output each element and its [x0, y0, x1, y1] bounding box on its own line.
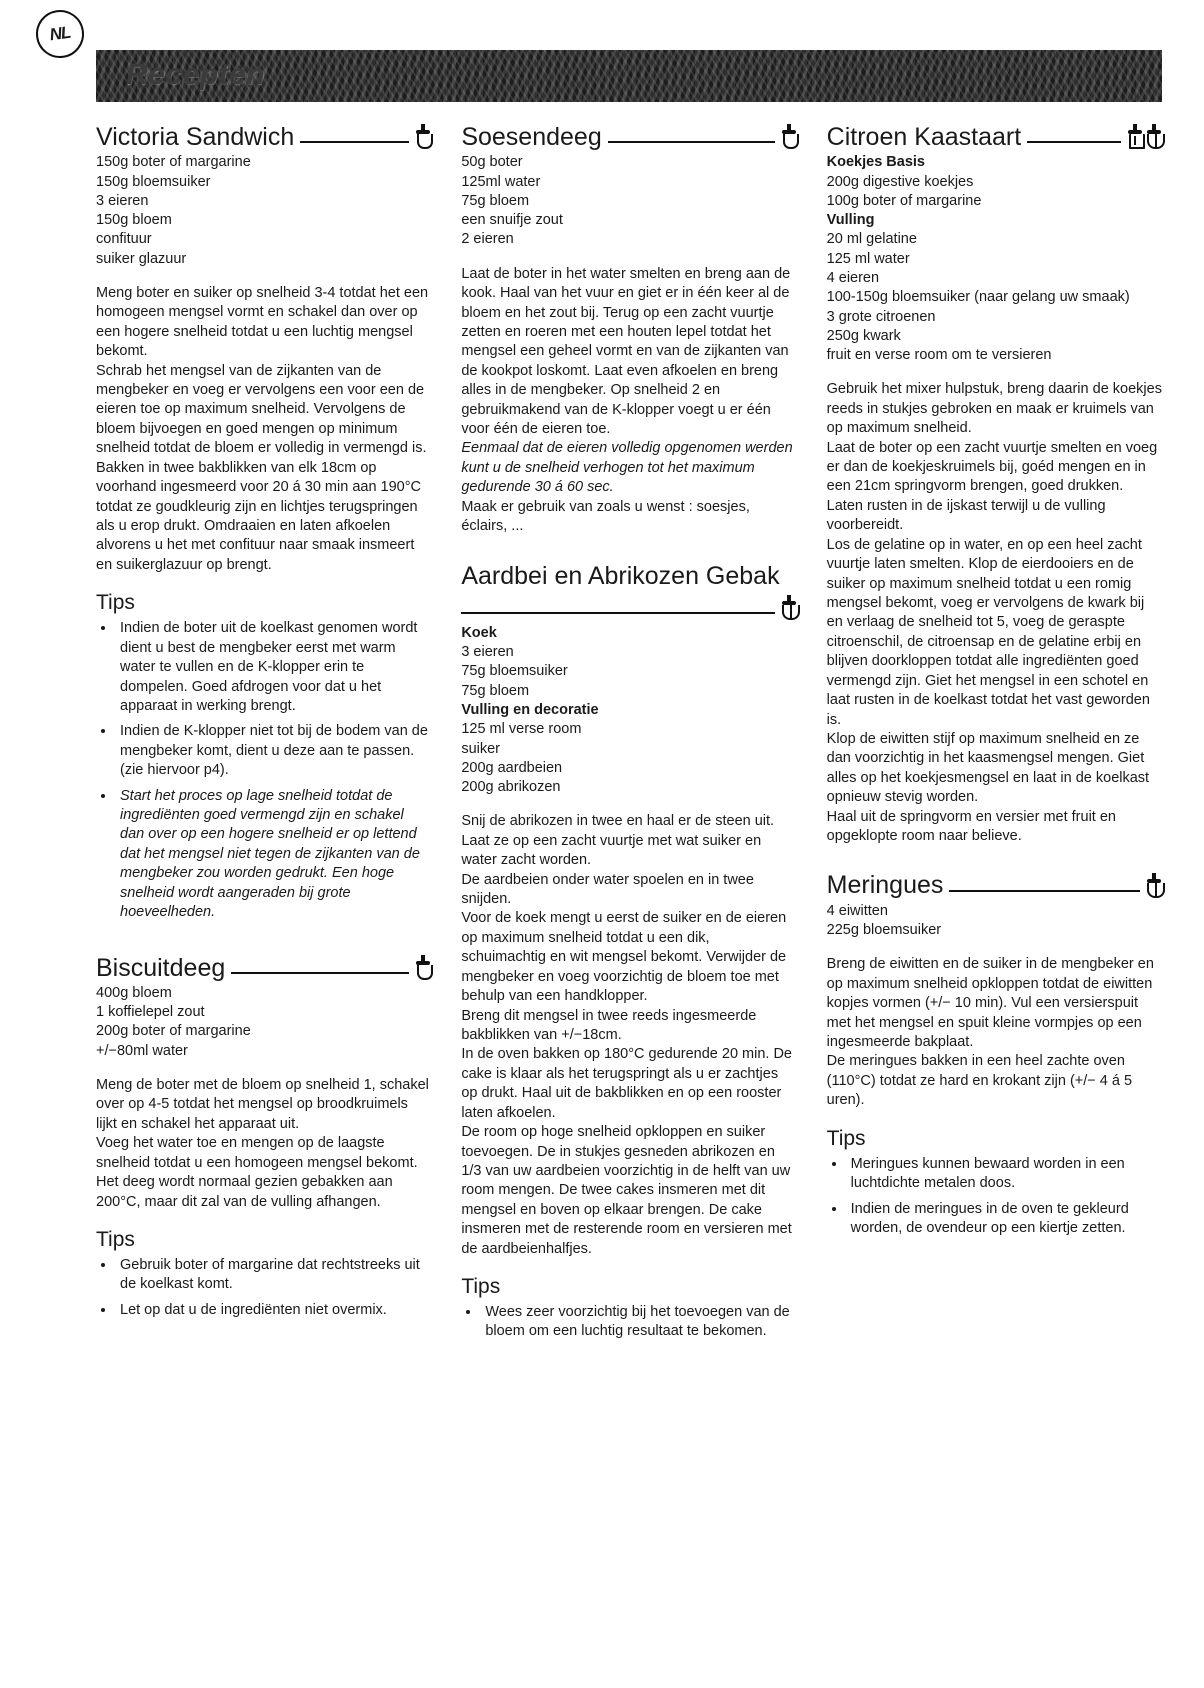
ingredient-list: [827, 173, 1162, 212]
tip-item: • Gebruik boter of margarine dat rechtstreeks uit de koelkast komt.: [116, 1256, 431, 1295]
method-paragraph: Los de gelatine op in water, en op een heel zacht vuurtje laten smelten. Klop de eierdooiers en de suiker op maximum snelheid totdat u een romig mengsel bekomt, voeg er vervolgens de kwark bij en verlaag de snelheid tot 5, voeg de geraspte citroenschil, de citroensap en de gelatine erbij en blijven doorkloppen totdat alle ingrediënten goed vermengd zijn. Giet het mengsel in een schotel en laat rusten in de koelkast totdat het vast geworden is.: [826, 536, 1150, 728]
recipe-title: Meringues: [826, 871, 944, 900]
method-paragraph: Klop de eiwitten stijf op maximum snelheid en ze dan voorzichtig in het kaasmengsel mengen. Giet alles op het koekjesmengsel en laat in de koelkast opnieuw stevig worden.: [826, 730, 1150, 806]
ingredient-item: een snuifje zout: [461, 212, 563, 229]
whisk-icon: [1146, 124, 1162, 148]
recipe-heading: [96, 124, 431, 150]
recipe-soesendeeg: [461, 124, 796, 537]
method-text: [827, 380, 1162, 846]
tips-list: [96, 619, 431, 922]
recipe-aardbei-en-abrikozen-gebak: [461, 563, 796, 1342]
ingredient-list: [461, 643, 796, 701]
ingredient-item: 1 koffielepel zout: [96, 1004, 205, 1021]
tip-item: • Indien de boter uit de koelkast genomen wordt dient u best de mengbeker eerst met warm water te vullen en de K-klopper erin te dompelen. Goed afdrogen voor dat u het apparaat in werking brengt.: [116, 619, 431, 716]
heading-rule: [231, 972, 409, 974]
tip-item: • Let op dat u de ingrediënten niet overmix.: [116, 1301, 431, 1320]
k-beater-icon: [781, 124, 797, 148]
ingredient-item: 4 eiwitten: [826, 902, 888, 919]
column-middle: [461, 124, 796, 1348]
method-paragraph: Breng dit mengsel in twee reeds ingesmeerde bakblikken van +/−18cm.: [461, 1007, 757, 1043]
ingredient-item: suiker glazuur: [96, 250, 187, 267]
method-paragraph: Laat de boter in het water smelten en breng aan de kook. Haal van het vuur en giet er in één keer al de bloem en het zout bij. Terug op een zacht vuurtje zetten en roeren met een houten lepel totdat het mengsel een geheel vormt en van de zijkanten van de kookpot loskomt. Laat even afkoelen en breng alles in de mengbeker. Op snelheid 2 en gebruikmakend van de K-klopper voegt u er één voor één de eieren toe.: [461, 265, 791, 438]
method-paragraph: Maak er gebruik van zoals u wenst : soesjes, éclairs, ...: [461, 498, 750, 535]
tip-item: • Indien de meringues in de oven te gekleurd worden, de ovendeur op een kiertje zetten.: [847, 1200, 1162, 1239]
ingredient-item: 200g abrikozen: [461, 779, 561, 796]
method-paragraph: Laat de boter op een zacht vuurtje smelten en voeg er dan de koekjeskruimels bij, goéd mengen en in een 21cm springvorm brengen, goed drukken. Laten rusten in de ijskast terwijl u de vulling voorbereidt.: [826, 439, 1158, 534]
heading-rule: [1027, 141, 1121, 143]
method-paragraph: Meng boter en suiker op snelheid 3-4 totdat het een homogeen mengsel vormt en schakel dan over op een hogere snelheid totdat u een luchtig mengsel bekomt.: [96, 284, 429, 360]
ingredient-list: [96, 984, 431, 1061]
ingredient-item: 125 ml verse room: [461, 721, 582, 738]
locale-badge: [33, 7, 87, 61]
recipe-columns: [96, 124, 1162, 1348]
recipe-heading: [827, 124, 1162, 150]
ingredient-list: [827, 902, 1162, 941]
ingredient-list: [827, 230, 1162, 365]
recipe-title: Soesendeeg: [461, 123, 602, 151]
method-paragraph: De meringues bakken in een heel zachte oven (110°C) totdat ze hard en krokant zijn (+/− 4 á 5 uren).: [826, 1053, 1133, 1109]
recipe-heading: [461, 563, 796, 621]
ingredient-item: 3 grote citroenen: [826, 308, 936, 325]
heading-rule: [608, 141, 775, 143]
method-paragraph: Eenmaal dat de eieren volledig opgenomen werden kunt u de snelheid verhogen tot het maximum gedurende 30 á 60 sec.: [461, 440, 793, 496]
tips-heading: Tips: [826, 1126, 866, 1150]
ingredient-item: 100-150g bloemsuiker (naar gelang uw smaak): [826, 289, 1130, 306]
ingredient-list: [96, 153, 431, 269]
tool-icon-group: [781, 124, 797, 148]
heading-rule: [461, 612, 774, 614]
ingredient-item: +/−80ml water: [96, 1042, 188, 1059]
ingredient-item: fruit en verse room om te versieren: [826, 347, 1052, 364]
column-left: [96, 124, 431, 1348]
heading-rule: [949, 890, 1140, 892]
tips-heading: Tips: [461, 1275, 501, 1299]
recipe-biscuitdeeg: [96, 955, 431, 1321]
recipe-heading: [96, 955, 431, 981]
k-beater-icon: [415, 124, 431, 148]
recipe-heading: [827, 872, 1162, 898]
recipe-title: Biscuitdeeg: [96, 953, 226, 982]
tool-icon-group: [781, 595, 797, 619]
method-paragraph: Gebruik het mixer hulpstuk, breng daarin de koekjes reeds in stukjes gebroken en maak er kruimels van op maximum snelheid.: [826, 381, 1162, 437]
ingredient-item: 200g digestive koekjes: [826, 173, 974, 190]
tip-item: • Start het proces op lage snelheid totdat de ingrediënten goed vermengd zijn en schakel dan over op een hogere snelheid er op lettend dat het mengsel niet tegen de zijkanten van de mengbeker zou worden gedrukt. Een hoge snelheid wordt aangeraden bij grote hoeveelheden.: [116, 787, 431, 923]
method-text: [461, 812, 796, 1259]
method-text: [461, 265, 796, 537]
ingredient-item: 125 ml water: [826, 250, 910, 267]
whisk-icon: [781, 595, 797, 619]
recipe-title: Victoria Sandwich: [96, 123, 295, 151]
ingredient-item: 400g bloem: [96, 984, 172, 1001]
page-banner: [96, 50, 1162, 102]
ingredient-item: confituur: [96, 231, 152, 248]
tool-icon-group: [1127, 124, 1162, 148]
recipe-title: Aardbei en Abrikozen Gebak: [461, 561, 780, 590]
recipe-victoria-sandwich: [96, 124, 431, 923]
ingredient-item: 150g bloem: [96, 212, 172, 229]
ingredient-list: [461, 720, 796, 797]
k-beater-icon: [415, 955, 431, 979]
ingredient-section-label: Vulling en decoratie: [461, 701, 599, 718]
ingredient-item: 125ml water: [461, 173, 541, 190]
ingredient-item: 2 eieren: [461, 231, 514, 248]
whisk-icon: [1146, 873, 1162, 897]
recipe-meringues: [827, 872, 1162, 1238]
ingredient-item: 150g bloemsuiker: [96, 173, 211, 190]
ingredient-item: 225g bloemsuiker: [826, 922, 942, 938]
method-paragraph: De aardbeien onder water spoelen en in twee snijden.: [461, 871, 754, 908]
method-paragraph: Haal uit de springvorm en versier met fruit en opgeklopte room naar believe.: [826, 808, 1116, 845]
tips-heading: Tips: [96, 1227, 135, 1251]
tool-icon-group: [415, 955, 431, 979]
ingredient-item: suiker: [461, 740, 501, 757]
ingredient-item: 75g bloem: [461, 682, 530, 699]
tips-list: [827, 1155, 1162, 1239]
method-paragraph: In de oven bakken op 180°C gedurende 20 min. De cake is klaar als het terugspringt als u er zachtjes op drukt. Haal uit de bakblikken en op een rooster laten afkoelen.: [461, 1046, 792, 1121]
tips-heading: Tips: [96, 591, 135, 615]
ingredient-section-label: Koekjes Basis: [826, 154, 925, 171]
heading-rule: [300, 141, 409, 143]
method-paragraph: Breng de eiwitten en de suiker in de mengbeker en op maximum snelheid opkloppen totdat de eiwitten kopjes vormen (+/− 10 min). Vul een versierspuit met het mengsel en spuit kleine vormpjes op een ingesmeerde bakplaat.: [826, 956, 1154, 1050]
tip-item: • Wees zeer voorzichtig bij het toevoegen van de bloem om een luchtig resultaat te bekomen.: [481, 1303, 796, 1342]
recipe-title: Citroen Kaastaart: [826, 123, 1022, 151]
ingredient-item: 250g kwark: [826, 327, 901, 344]
tips-list: [461, 1303, 796, 1342]
ingredient-section-label: Vulling: [826, 212, 875, 229]
ingredient-item: 200g aardbeien: [461, 759, 563, 776]
tip-item: • Meringues kunnen bewaard worden in een luchtdichte metalen doos.: [847, 1155, 1162, 1194]
tool-icon-group: [1146, 873, 1162, 897]
column-right: [827, 124, 1162, 1348]
method-paragraph: Meng de boter met de bloem op snelheid 1, schakel over op 4-5 totdat het mengsel op broodkruimels lijkt en schakel het apparaat uit.: [96, 1076, 429, 1132]
ingredient-item: 3 eieren: [461, 644, 514, 661]
locale-badge-label: NL: [48, 22, 72, 45]
method-text: [827, 955, 1162, 1110]
tip-item: • Indien de K-klopper niet tot bij de bodem van de mengbeker komt, dient u deze aan te passen. (zie hiervoor p4).: [116, 722, 431, 780]
ingredient-item: 200g boter of margarine: [96, 1023, 251, 1040]
method-paragraph: Voor de koek mengt u eerst de suiker en de eieren op maximum snelheid totdat u een dik, schuimachtig en wit mengsel bekomt. Verwijder de mengbeker en voeg voorzichtig de bloem toe met behulp van een handklopper.: [461, 910, 787, 1005]
ingredient-item: 75g bloem: [461, 192, 530, 209]
tips-list: [96, 1256, 431, 1320]
method-paragraph: Schrab het mengsel van de zijkanten van de mengbeker en voeg er vervolgens een voor een de eieren toe op maximum snelheid. Vervolgens de bloem bijvoegen en goed mengen op minimum snelheid totdat de bloem er volledig in vermengd is.: [96, 362, 427, 457]
ingredient-list: [461, 153, 796, 249]
method-text: [96, 1076, 431, 1212]
ingredient-item: 20 ml gelatine: [826, 231, 917, 248]
method-paragraph: Voeg het water toe en mengen op de laagste snelheid totdat u een homogeen mengsel bekomt. Het deeg wordt normaal gezien gebakken aan 200°C, maar dit zal van de vulling afhangen.: [96, 1135, 418, 1210]
ingredient-item: 50g boter: [461, 154, 523, 171]
ingredient-item: 4 eieren: [826, 269, 880, 286]
blade-icon: [1127, 124, 1143, 148]
tool-icon-group: [415, 124, 431, 148]
method-text: [96, 284, 431, 575]
ingredient-section-label: Koek: [461, 624, 497, 641]
ingredient-item: 3 eieren: [96, 192, 149, 209]
page-title: Recepten: [126, 58, 266, 91]
method-paragraph: De room op hoge snelheid opkloppen en suiker toevoegen. De in stukjes gesneden abrikozen en 1/3 van uw aardbeien voorzichtig in de helft van uw room mengen. De twee cakes insmeren met dit mengsel en boven op elkaar brengen. De cake insmeren met de resterende room en versieren met de aardbeienhalfjes.: [461, 1124, 792, 1257]
ingredient-item: 150g boter of margarine: [96, 154, 251, 171]
recipe-citroen-kaastaart: [827, 124, 1162, 846]
method-paragraph: Snij de abrikozen in twee en haal er de steen uit. Laat ze op een zacht vuurtje met wat suiker en water zacht worden.: [461, 813, 775, 869]
method-paragraph: Bakken in twee bakblikken van elk 18cm op voorhand ingesmeerd voor 20 á 30 min aan 190°C totdat ze goudkleurig zijn en lichtjes terugspringen als u erop drukt. Omdraaien en laten afkoelen alvorens u het met confituur naar smaak insmeert en suikerglazuur op brengt.: [96, 459, 422, 573]
ingredient-item: 75g bloemsuiker: [461, 663, 568, 680]
ingredient-item: 100g boter of margarine: [826, 192, 982, 209]
recipe-heading: [461, 124, 796, 150]
